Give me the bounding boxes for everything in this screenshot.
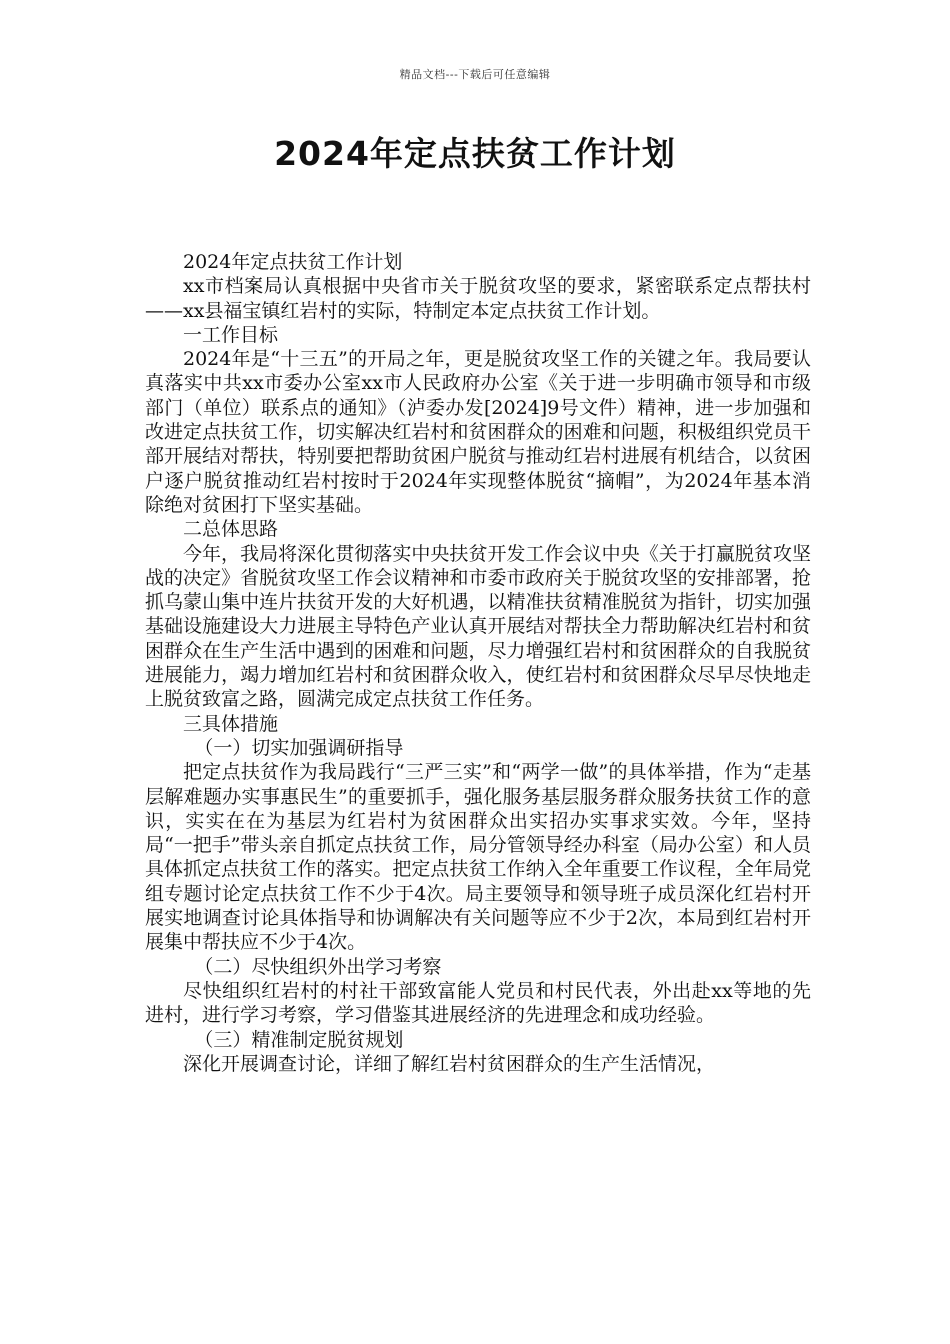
subsection-heading-research: （一）切实加强调研指导 xyxy=(194,736,404,759)
paragraph-goals: 2024年是“十三五”的开局之年，更是脱贫攻坚工作的关键之年。我局要认真落实中共xx市委办公室xx市人民政府办公室《关于进一步明确市领导和市级部门（单位）联系点的通知》（泸委办发[2024]9号文件）精神，进一步加强和改进定点扶贫工作，切实解决红岩村和贫困群众的困难和问题，积极组织党员干部开展结对帮扶，特别要把帮助贫困户脱贫与推动红岩村进展有机结合，以贫困户逐户脱贫推动红岩村按时于2024年实现整体脱贫“摘帽”，为2024年基本消除绝对贫困打下坚实基础。 xyxy=(145,348,811,516)
section-heading-goals: 一工作目标 xyxy=(183,323,279,346)
document-title: 2024年定点扶贫工作计划 xyxy=(274,134,676,173)
paragraph-intro: xx市档案局认真根据中央省市关于脱贫攻坚的要求，紧密联系定点帮扶村——xx县福宝镇红岩村的实际，特制定本定点扶贫工作计划。 xyxy=(145,275,811,322)
paragraph-approach: 今年，我局将深化贯彻落实中央扶贫开发工作会议中央《关于打赢脱贫攻坚战的决定》省脱贫攻坚工作会议精神和市委市政府关于脱贫攻坚的安排部署，抢抓乌蒙山集中连片扶贫开发的大好机遇，以精准扶贫精准脱贫为指针，切实加强基础设施建设大力进展主导特色产业认真开展结对帮扶全力帮助解决红岩村和贫困群众在生产生活中遇到的困难和问题，尽力增强红岩村和贫困群众的自我脱贫进展能力，竭力增加红岩村和贫困群众收入，使红岩村和贫困群众尽早尽快地走上脱贫致富之路，圆满完成定点扶贫工作任务。 xyxy=(145,542,811,711)
section-heading-approach: 二总体思路 xyxy=(183,518,279,541)
paragraph-subtitle: 2024年定点扶贫工作计划 xyxy=(183,251,403,273)
subsection-heading-planning: （三）精准制定脱贫规划 xyxy=(194,1028,404,1051)
subsection-heading-study-tour: （二）尽快组织外出学习考察 xyxy=(194,955,442,978)
paragraph-planning: 深化开展调查讨论，详细了解红岩村贫困群众的生产生活情况， xyxy=(183,1052,716,1075)
document-body xyxy=(145,250,811,1076)
paragraph-research: 把定点扶贫作为我局践行“三严三实”和“两学一做”的具体举措，作为“走基层解难题办实事惠民生”的重要抓手，强化服务基层服务群众服务扶贫工作的意识，实实在在为基层为红岩村为贫困群众出实招办实事求实效。今年，坚持局“一把手”带头亲自抓定点扶贫工作，局分管领导经办科室（局办公室）和人员具体抓定点扶贫工作的落实。把定点扶贫工作纳入全年重要工作议程，全年局党组专题讨论定点扶贫工作不少于4次。局主要领导和领导班子成员深化红岩村开展实地调查讨论具体指导和协调解决有关问题等应不少于2次，本局到红岩村开展集中帮扶应不少于4次。 xyxy=(145,761,811,954)
header-note: 精品文档---下载后可任意编辑 xyxy=(399,68,551,81)
section-heading-measures: 三具体措施 xyxy=(183,712,279,735)
paragraph-study-tour: 尽快组织红岩村的村社干部致富能人党员和村民代表，外出赴xx等地的先进村，进行学习考察，学习借鉴其进展经济的先进理念和成功经验。 xyxy=(145,979,811,1027)
